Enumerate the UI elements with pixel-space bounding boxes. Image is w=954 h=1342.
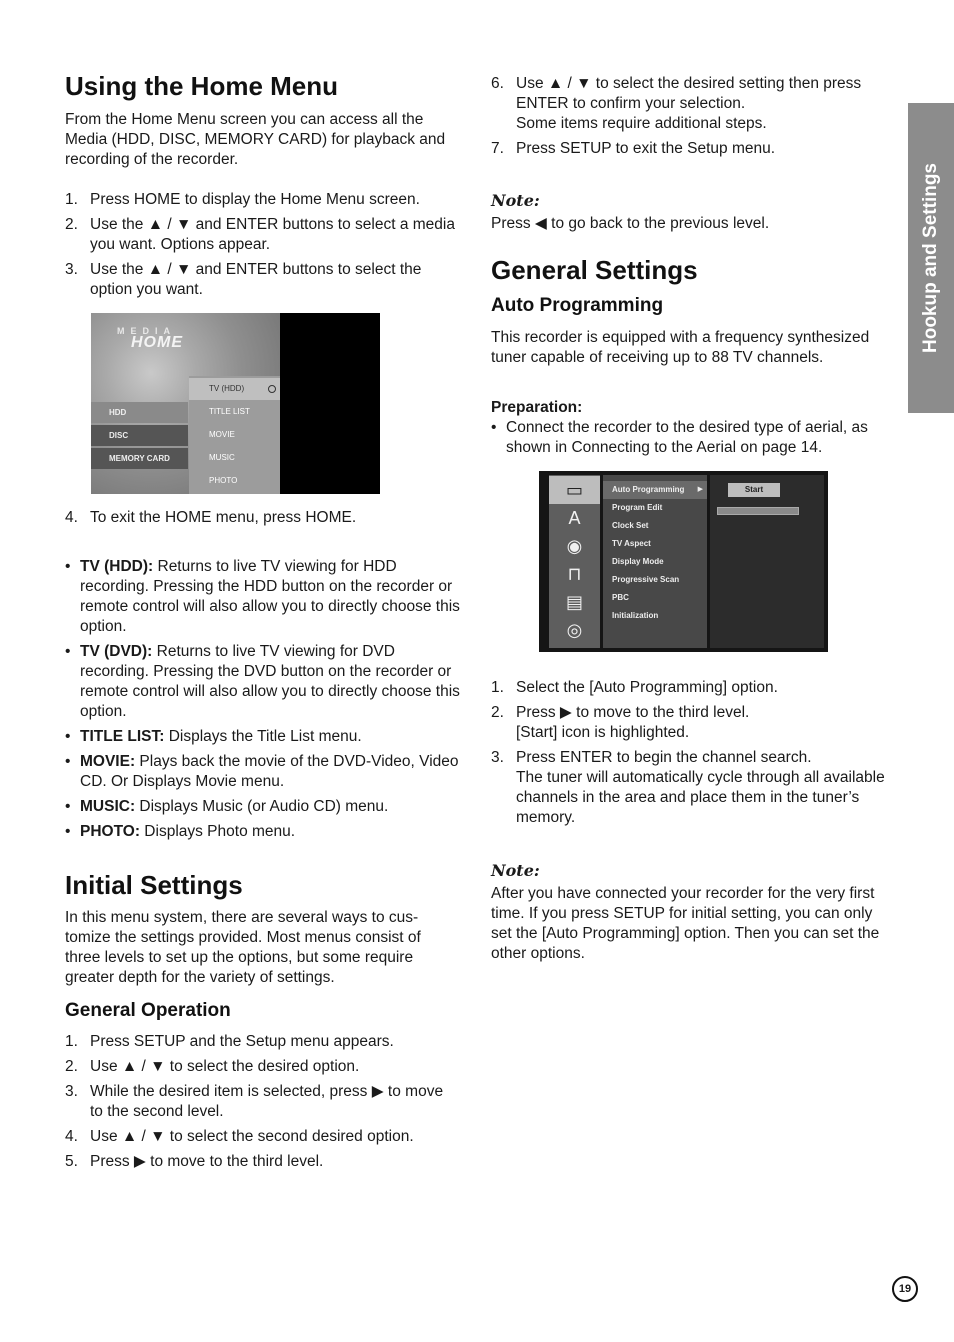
home-menu-steps (65, 190, 460, 305)
step-subtext: Some items require additional steps. (516, 115, 767, 132)
option-movie: MOVIE (209, 430, 235, 439)
step-text: Press ▶ to move to the third level. (516, 704, 750, 721)
option-title-list: TITLE LIST (209, 407, 250, 416)
media-label: MEDIA (117, 326, 176, 336)
disc-icon: ◎ (566, 620, 583, 640)
step-text: To exit the HOME menu, press HOME. (90, 509, 357, 526)
step-number: 3. (491, 749, 504, 766)
home-menu-intro: From the Home Menu screen you can access all the Media (HDD, DISC, MEMORY CARD) for playback and recording of the recorder. (65, 111, 446, 168)
audio-icon: ◉ (566, 536, 583, 556)
home-menu-screenshot (91, 313, 380, 494)
step-number: 3. (65, 1083, 78, 1100)
tv-icon: ▭ (549, 476, 600, 504)
setup-menu-screenshot (539, 471, 828, 652)
option-label: TV (HDD) (209, 384, 245, 393)
note-text: Press ◀ to go back to the previous level. (491, 215, 770, 232)
option-tv-hdd (189, 378, 280, 400)
step-subtext: The tuner will automatically cycle through all available channels in the area and place them in the tuner’s memory. (516, 769, 885, 826)
home-menu-step4 (65, 508, 460, 533)
option-term: MOVIE: (80, 753, 136, 770)
home-label: HOME (131, 334, 183, 351)
media-item-memory-card: MEMORY CARD (91, 448, 188, 469)
option-desc: Plays back the movie of the DVD-Video, Video CD. Or Displays Movie menu. (80, 753, 459, 790)
list-item (491, 748, 886, 828)
list-item (65, 190, 460, 210)
step-number: 2. (65, 1058, 78, 1075)
menu-item-tv-aspect: TV Aspect (612, 539, 651, 548)
language-icon: A (568, 508, 581, 528)
film-icon: ▤ (565, 592, 583, 612)
option-term: TV (DVD): (80, 643, 153, 660)
option-term: MUSIC: (80, 798, 136, 815)
page-number: 19 (892, 1276, 918, 1302)
list-item (491, 703, 886, 743)
progress-bar (717, 507, 799, 515)
list-item (65, 727, 460, 747)
step-text: Use the ▲ / ▼ and ENTER buttons to select a media you want. Options appear. (90, 216, 455, 253)
step-number: 1. (491, 679, 504, 696)
menu-item-progressive-scan: Progressive Scan (612, 575, 680, 584)
step-text: Use the ▲ / ▼ and ENTER buttons to select the option you want. (90, 261, 422, 298)
initial-settings-intro: In this menu system, there are several ways to cus- tomize the settings provided. Most menus consist of three levels to set up the options, but some require greater depth for the variety of settings. (65, 909, 421, 986)
step-text: Select the [Auto Programming] option. (516, 679, 778, 696)
step-number: 7. (491, 140, 504, 157)
step-text: Use ▲ / ▼ to select the second desired option. (90, 1128, 414, 1145)
list-item (65, 1057, 460, 1077)
general-settings-heading: General Settings (491, 255, 698, 285)
side-tab-label: Hookup and Settings (920, 163, 941, 353)
option-music: MUSIC (209, 453, 235, 462)
menu-item-auto-programming (603, 481, 707, 499)
auto-programming-steps (491, 678, 886, 833)
third-level-panel (710, 475, 824, 648)
step-text: While the desired item is selected, press ▶ to move to the second level. (90, 1083, 444, 1120)
list-item (491, 74, 886, 134)
home-menu-heading: Using the Home Menu (65, 71, 339, 101)
preparation-text: Connect the recorder to the desired type of aerial, as shown in Connecting to the Aerial on page 14. (506, 419, 868, 456)
menu-item-display-mode: Display Mode (612, 557, 664, 566)
step-number: 1. (65, 1033, 78, 1050)
step-number: 4. (65, 1128, 78, 1145)
general-operation-steps (65, 1032, 460, 1177)
step-number: 2. (65, 216, 78, 233)
step-text: Use ▲ / ▼ to select the desired setting then press ENTER to confirm your selection. (516, 75, 862, 112)
step-text: Use ▲ / ▼ to select the desired option. (90, 1058, 360, 1075)
step-number: 2. (491, 704, 504, 721)
auto-programming-intro: This recorder is equipped with a frequency synthesized tuner capable of receiving up to 88 TV channels. (491, 329, 870, 366)
menu-item-program-edit: Program Edit (612, 503, 663, 512)
step-number: 3. (65, 261, 78, 278)
option-desc: Displays the Title List menu. (164, 728, 362, 745)
menu-item-clock-set: Clock Set (612, 521, 649, 530)
radio-icon (268, 385, 276, 393)
list-item (491, 418, 886, 458)
list-item (65, 752, 460, 792)
home-menu-options-list (65, 557, 460, 847)
lock-icon: ⊓ (567, 564, 582, 584)
note-title: Note: (491, 191, 540, 210)
list-item (65, 508, 460, 528)
option-desc: Returns to live TV viewing for DVD recording. Pressing the DVD button on the recorder or remote control will also allow you to directly choose this option. (80, 643, 460, 720)
menu-item-label: Auto Programming (612, 485, 685, 494)
media-item-hdd: HDD (91, 402, 188, 423)
step-number: 4. (65, 509, 78, 526)
step-text: Press ENTER to begin the channel search. (516, 749, 812, 766)
step-text: Press SETUP and the Setup menu appears. (90, 1033, 394, 1050)
list-item (65, 1082, 460, 1122)
step-text: Press SETUP to exit the Setup menu. (516, 140, 776, 157)
list-item (65, 1127, 460, 1147)
step-subtext: [Start] icon is highlighted. (516, 724, 690, 741)
note-title: Note: (491, 861, 540, 880)
list-item (65, 642, 460, 722)
initial-settings-heading: Initial Settings (65, 870, 243, 900)
start-button: Start (728, 483, 780, 497)
menu-item-initialization: Initialization (612, 611, 659, 620)
list-item (491, 139, 886, 159)
list-item (65, 797, 460, 817)
list-item (65, 1032, 460, 1052)
option-term: TV (HDD): (80, 558, 154, 575)
step-text: Press ▶ to move to the third level. (90, 1153, 324, 1170)
general-operation-heading: General Operation (65, 1000, 231, 1021)
option-desc: Displays Music (or Audio CD) menu. (135, 798, 389, 815)
general-operation-steps-continued (491, 74, 886, 164)
arrow-right-icon: ▶ (697, 486, 703, 493)
auto-programming-heading: Auto Programming (491, 295, 664, 316)
option-term: TITLE LIST: (80, 728, 165, 745)
step-number: 1. (65, 191, 78, 208)
option-photo: PHOTO (209, 476, 238, 485)
step-number: 6. (491, 75, 504, 92)
menu-item-pbc: PBC (612, 593, 629, 602)
option-desc: Returns to live TV viewing for HDD recording. Pressing the HDD button on the recorder or remote control will also allow you to directly choose this option. (80, 558, 460, 635)
option-term: PHOTO: (80, 823, 140, 840)
media-item-disc: DISC (91, 425, 188, 446)
section-side-tab (908, 103, 954, 413)
list-item (65, 822, 460, 842)
list-item (491, 678, 886, 698)
list-item (65, 557, 460, 637)
list-item (65, 260, 460, 300)
list-item (65, 1152, 460, 1172)
preparation-list (491, 418, 886, 463)
step-number: 5. (65, 1153, 78, 1170)
note-text: After you have connected your recorder for the very first time. If you press SETUP for initial setting, you can only set the [Auto Programming] option. Then you can set the other options. (491, 885, 880, 962)
option-desc: Displays Photo menu. (140, 823, 296, 840)
preparation-label: Preparation: (491, 399, 583, 416)
step-text: Press HOME to display the Home Menu screen. (90, 191, 420, 208)
list-item (65, 215, 460, 255)
